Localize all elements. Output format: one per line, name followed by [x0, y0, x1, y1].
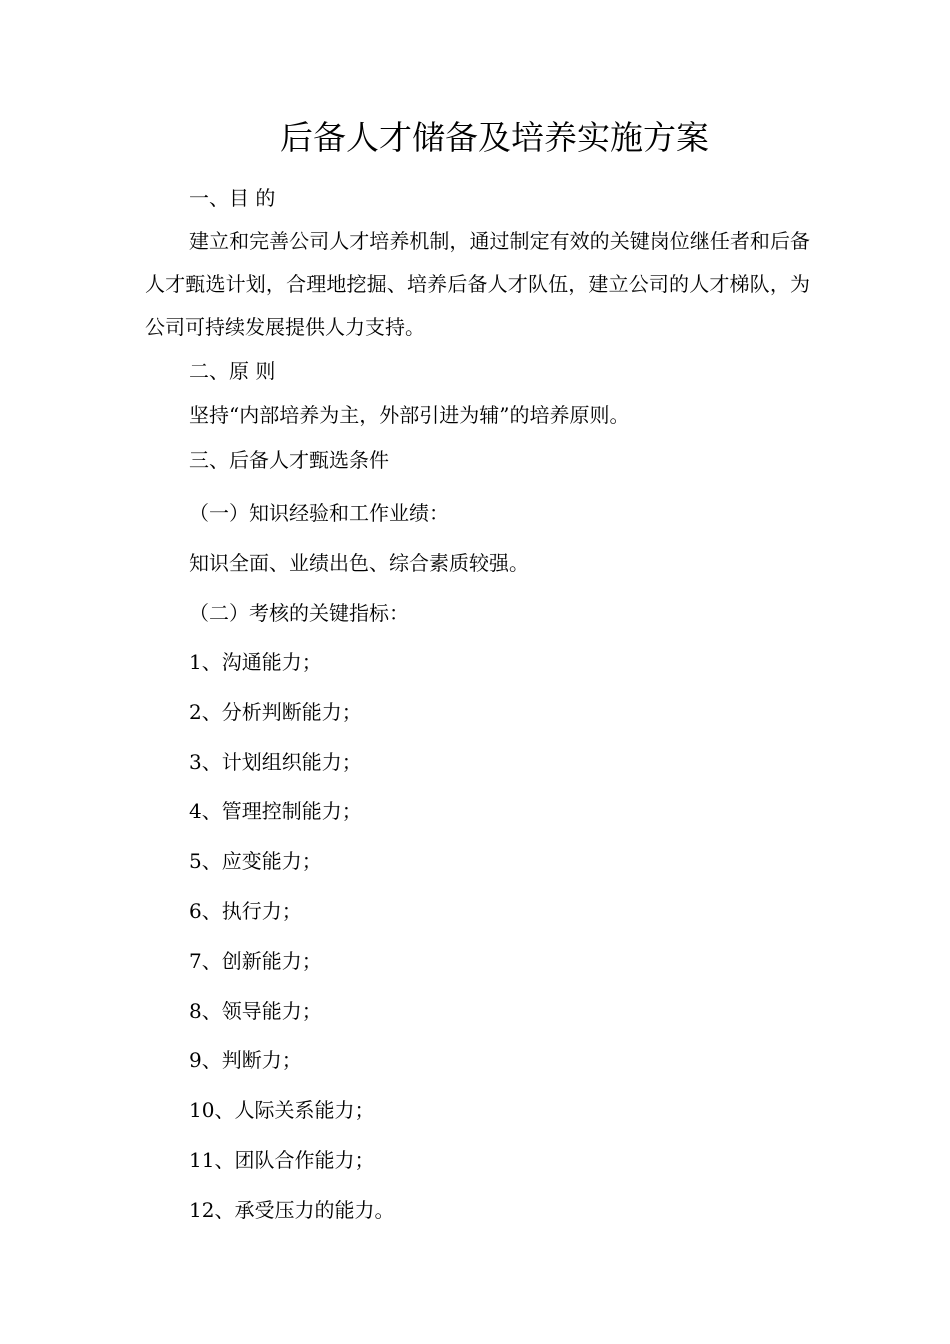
- document-title: 后备人才储备及培养实施方案: [280, 118, 709, 157]
- section-3-heading: 三、后备人才甄选条件: [189, 448, 389, 472]
- subsection-1-body: 知识全面、业绩出色、综合素质较强。: [189, 551, 529, 575]
- indicator-list-item: 2、分析判断能力；: [189, 700, 362, 724]
- indicator-list-item: 5、应变能力；: [189, 849, 322, 873]
- indicator-list-item: 7、创新能力；: [189, 949, 322, 973]
- indicator-list-item: 8、领导能力；: [189, 999, 322, 1023]
- indicator-list-item: 6、执行力；: [189, 899, 302, 923]
- indicator-list-item: 4、管理控制能力；: [189, 799, 362, 823]
- indicator-list-item: 3、计划组织能力；: [189, 750, 362, 774]
- subsection-2-heading: （二）考核的关键指标：: [189, 601, 409, 625]
- indicator-list-item: 11、团队合作能力；: [189, 1148, 375, 1172]
- indicator-list-item: 1、沟通能力；: [189, 650, 322, 674]
- subsection-1-heading: （一）知识经验和工作业绩：: [189, 501, 449, 525]
- section-1-body: 建立和完善公司人才培养机制，通过制定有效的关键岗位继任者和后备人才甄选计划，合理地挖掘、培养后备人才队伍，建立公司的人才梯队，为公司可持续发展提供人力支持。: [145, 229, 810, 339]
- section-2-heading: 二、原 则: [189, 359, 276, 383]
- section-2-body: 坚持“内部培养为主，外部引进为辅”的培养原则。: [189, 403, 630, 427]
- indicator-list-item: 12、承受压力的能力。: [189, 1198, 395, 1222]
- indicator-list-item: 10、人际关系能力；: [189, 1098, 375, 1122]
- section-1-heading: 一、目 的: [189, 186, 276, 210]
- indicator-list-item: 9、判断力；: [189, 1048, 302, 1072]
